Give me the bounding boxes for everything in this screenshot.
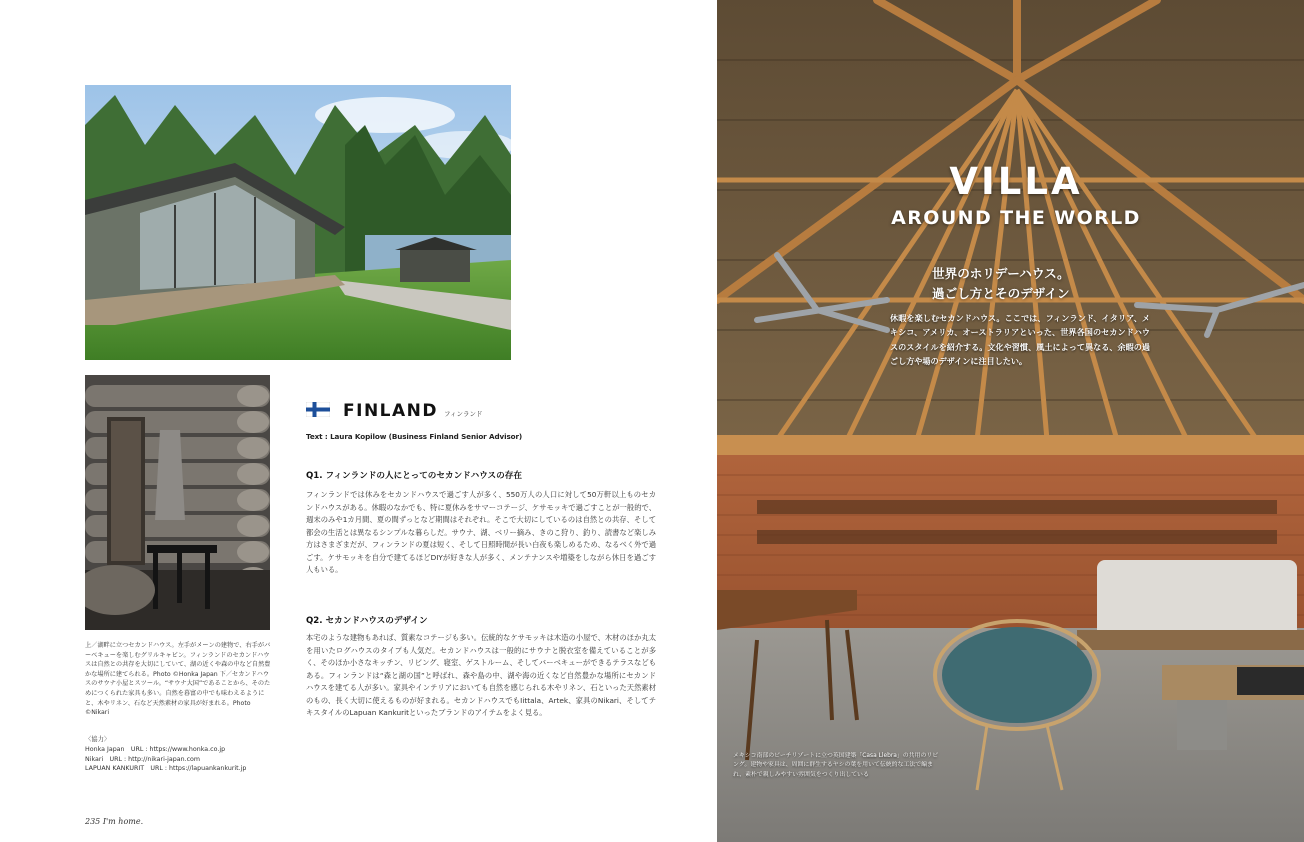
q1-body-text: フィンランドでは休みをセカンドハウスで過ごす人が多く、550万人の人口に対して50万軒以上ものセカンドハウスがある。休暇のなかでも、特に夏休みをサマーコテージ、ケサモッキで過ごすことが一般的で、週末のみや1カ月間、夏の間ずっとなど期間はそれぞれ。そこで大切にしているのは自然との共存、そして都会の生活とは異なるシンプルな暮らしだ。サウナ、湖、ベリー摘み、きのこ狩り、釣り、読書など楽しみ方はさまざまだが、フィンランドの夏は短く、そして日照時間が長い白夜も楽しめるため、なるべく外で過ごす。ケサモッキを自分で建てるほどDIYが好きな人が多く、メンテナンスや増築をしながら休日を過ごす人もいる。 — [306, 490, 656, 575]
lead-body-text: 休暇を楽しむセカンドハウス。ここでは、フィンランド、イタリア、メキシコ、アメリカ、オーストラリアといった、世界各国のセカンドハウスのスタイルを紹介する。文化や習慣、風土によって異なる、余暇の過ごし方や場のデザインに注目したい。 — [890, 313, 1150, 367]
q2-heading: Q2. セカンドハウスのデザイン — [306, 616, 428, 626]
credit-line-lapuan: LAPUAN KANKURIT URL : https://lapuankankurit.jp — [85, 765, 247, 773]
feature-title: VILLA — [949, 160, 1083, 203]
sauna-interior-photo — [85, 375, 270, 630]
byline: Text : Laura Kopilow (Business Finland Senior Advisor) — [306, 432, 523, 441]
credits-block — [85, 735, 275, 774]
lead-title-line-2: 過ごし方とそのデザイン — [932, 286, 1070, 302]
country-name: FINLAND — [343, 401, 438, 421]
country-header — [306, 398, 482, 420]
credits-heading: 〈協力〉 — [85, 736, 111, 743]
cabin-lake-photo — [85, 85, 511, 360]
page-number: 235 I'm home. — [85, 817, 144, 826]
feature-subtitle: AROUND THE WORLD — [891, 207, 1141, 229]
lead-title-line-1: 世界のホリデーハウス。 — [932, 266, 1070, 281]
photo-caption-left: 上／湖畔に立つセカンドハウス。左手がメーンの建物で、右手がバーベキューを楽しむグリルキャビン。フィンランドのセカンドハウスは自然との共存を大切にしていて、湖の近くや森の中など自然豊かな場所に建てられる。Photo ©Honka Japan 下／セカンドハウスのサウナ小屋とスツール。“サウナ大国”であることから、そのためにつくられた家具も多い。自然を暮富の中でも味わえるようにと、木やリネン、石など天然素材の家具が好まれる。Photo ©Nikari — [85, 642, 271, 717]
photo-caption-right: メキシコ南部のビーチリゾートに立つ英国建築「Casa Llebra」の共用のリビング。建物や家具は、周囲に群生するヤシの葉を用いて伝統的な工法で編まれ、素朴で親しみやすい雰囲気をつくり出している — [733, 753, 939, 778]
credit-line-nikari: Nikari URL : http://nikari-japan.com — [85, 755, 201, 763]
lead-title — [932, 264, 1132, 304]
villa-interior-photo — [717, 0, 1304, 842]
credit-line-honka: Honka Japan URL : https://www.honka.co.jp — [85, 745, 226, 753]
q1-heading: Q1. フィンランドの人にとってのセカンドハウスの存在 — [306, 471, 522, 481]
q2-body-text: 本宅のような建物もあれば、質素なコテージも多い。伝統的なケサモッキは木造の小屋で、木材のほか丸太を用いたログハウスのタイプも人気だ。セカンドハウスは一般的にサウナと脱衣室を備えていることが多く、そのほか小さなキッチン、リビング、寝室、ゲストルーム、そしてバーベキューができるテラスなどもある。フィンランドは“森と湖の国”と呼ばれ、森や島の中、湖や海の近くなど自然豊かな場所にセカンドハウスを建てる人が多い。家具やインテリアにおいても自然を感じられる木やリネン、石といった天然素材のもの、長く大切に使えるものが好まれる。セカンドハウスでもIittala、Artek、家具のNikari、そしてテキスタイルのLapuan Kankuritといったブランドのアイテムをよく見る。 — [306, 633, 656, 718]
country-name-jp: フィンランド — [444, 410, 483, 418]
finland-flag-icon — [306, 402, 330, 417]
